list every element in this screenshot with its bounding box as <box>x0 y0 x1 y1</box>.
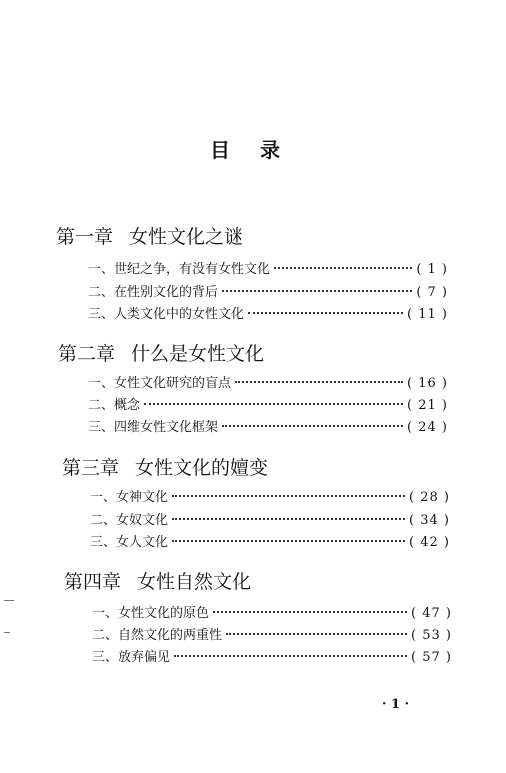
scan-margin-mark <box>4 600 14 601</box>
entry-page: ( 7 ) <box>416 285 448 300</box>
leader-dots <box>213 611 407 613</box>
entry-label: 三、四维女性文化框架 <box>88 420 219 435</box>
title-char-left: 目 <box>210 138 232 162</box>
entry-label: 三、女人文化 <box>90 535 169 550</box>
chapter-title: 什么是女性文化 <box>131 343 265 365</box>
toc-entry <box>92 646 452 665</box>
leader-dots <box>144 403 403 405</box>
chapter-number: 第四章 <box>64 571 122 593</box>
chapter-heading <box>64 567 251 594</box>
entry-label: 二、概念 <box>88 398 141 413</box>
entry-label: 一、女神文化 <box>90 490 169 505</box>
leader-dots <box>174 655 407 657</box>
toc-entry <box>92 624 452 643</box>
scan-margin-mark <box>4 632 10 633</box>
leader-dots <box>226 633 407 635</box>
chapter-title: 女性文化的嬗变 <box>135 457 269 479</box>
toc-entry <box>88 258 448 277</box>
chapter-number: 第三章 <box>62 457 120 479</box>
page-title <box>210 134 282 163</box>
leader-dots <box>235 381 403 383</box>
entry-page: ( 42 ) <box>409 535 450 550</box>
entry-page: ( 47 ) <box>411 606 452 621</box>
entry-page: ( 11 ) <box>407 307 448 322</box>
entry-label: 一、世纪之争，有没有女性文化 <box>88 262 271 277</box>
toc-entry <box>90 531 450 550</box>
leader-dots <box>172 518 405 520</box>
entry-label: 二、在性别文化的背后 <box>88 285 219 300</box>
leader-dots <box>172 495 405 497</box>
entry-page: ( 16 ) <box>407 376 448 391</box>
entry-page: ( 1 ) <box>416 262 448 277</box>
title-char-right: 录 <box>260 138 282 162</box>
entry-label: 一、女性文化的原色 <box>92 606 210 621</box>
toc-entry <box>88 281 448 300</box>
entry-page: ( 34 ) <box>409 513 450 528</box>
chapter-heading <box>62 453 268 480</box>
chapter-number: 第二章 <box>58 343 116 365</box>
leader-dots <box>222 290 412 292</box>
toc-entry <box>90 486 450 505</box>
leader-dots <box>248 312 403 314</box>
entry-page: ( 28 ) <box>409 490 450 505</box>
chapter-heading <box>58 339 264 366</box>
chapter-title: 女性自然文化 <box>137 571 252 593</box>
toc-entry <box>88 303 448 322</box>
entry-label: 一、女性文化研究的盲点 <box>88 376 232 391</box>
entry-label: 二、女奴文化 <box>90 513 169 528</box>
toc-entry <box>88 416 448 435</box>
page-number: · 1 · <box>382 697 410 712</box>
toc-entry <box>90 509 450 528</box>
entry-page: ( 57 ) <box>411 650 452 665</box>
entry-label: 三、人类文化中的女性文化 <box>88 307 245 322</box>
chapter-number: 第一章 <box>56 226 114 248</box>
entry-page: ( 53 ) <box>411 628 452 643</box>
chapter-heading <box>56 222 243 249</box>
toc-entry <box>92 602 452 621</box>
entry-label: 二、自然文化的两重性 <box>92 628 223 643</box>
chapter-title: 女性文化之谜 <box>129 226 244 248</box>
leader-dots <box>222 425 403 427</box>
entry-label: 三、放弃偏见 <box>92 650 171 665</box>
entry-page: ( 24 ) <box>407 420 448 435</box>
leader-dots <box>274 267 412 269</box>
toc-entry <box>88 394 448 413</box>
entry-page: ( 21 ) <box>407 398 448 413</box>
leader-dots <box>172 540 405 542</box>
toc-entry <box>88 372 448 391</box>
